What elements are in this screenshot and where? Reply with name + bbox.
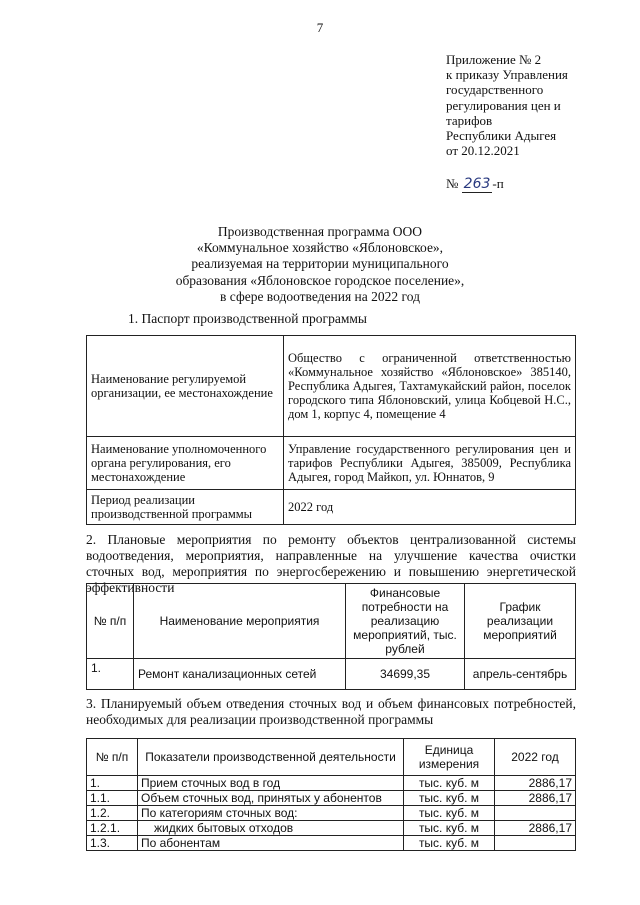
cell-cost: 34699,35 bbox=[346, 659, 465, 690]
appendix-header bbox=[446, 52, 626, 158]
cell-name: Прием сточных вод в год bbox=[138, 776, 404, 791]
cell-value: 2886,17 bbox=[495, 821, 576, 836]
title-line: Производственная программа ООО bbox=[217, 224, 423, 239]
column-header: Наименование мероприятия bbox=[134, 584, 346, 659]
cell-unit: тыс. куб. м bbox=[404, 791, 495, 806]
column-header: График реализации мероприятий bbox=[465, 584, 576, 659]
table-row bbox=[87, 821, 576, 836]
document-title bbox=[150, 224, 490, 305]
column-header: № п/п bbox=[87, 739, 138, 776]
volume-table bbox=[86, 738, 576, 851]
section3-heading: 3. Планируемый объем отведения сточных вод и объем финансовых потребностей, необходимых для реализации производственной программы bbox=[86, 696, 576, 727]
cell-unit: тыс. куб. м bbox=[404, 806, 495, 821]
cell-name: жидких бытовых отходов bbox=[138, 821, 404, 836]
table-row bbox=[87, 490, 576, 525]
appendix-line: Приложение № 2 bbox=[446, 52, 542, 67]
cell-unit: тыс. куб. м bbox=[404, 776, 495, 791]
section1-heading: 1. Паспорт производственной программы bbox=[128, 311, 367, 326]
appendix-line: тарифов bbox=[446, 112, 493, 128]
table-row bbox=[87, 336, 576, 437]
cell-value: 2886,17 bbox=[495, 791, 576, 806]
cell-unit: тыс. куб. м bbox=[404, 836, 495, 851]
passport-value: Управление государственного регулирования цен и тарифов Республики Адыгея, 385009, Республика Адыгея, город Майкоп, ул. Юннатов, 9 bbox=[284, 437, 576, 490]
title-line: в сфере водоотведения на 2022 год bbox=[220, 288, 420, 304]
order-prefix: № bbox=[446, 176, 459, 191]
table-row bbox=[87, 437, 576, 490]
title-line: «Коммунальное хозяйство «Яблоновское», bbox=[196, 240, 444, 256]
cell-num: 1.1. bbox=[87, 791, 138, 806]
table-row bbox=[87, 659, 576, 690]
page-number: 7 bbox=[316, 20, 324, 35]
column-header: Показатели производственной деятельности bbox=[138, 739, 404, 776]
order-number bbox=[446, 176, 504, 192]
cell-num: 1. bbox=[87, 776, 138, 791]
appendix-line: государственного bbox=[446, 82, 544, 98]
table-row bbox=[87, 806, 576, 821]
measures-table bbox=[86, 583, 576, 690]
cell-num: 1. bbox=[87, 659, 134, 690]
appendix-line: от 20.12.2021 bbox=[446, 143, 520, 159]
order-suffix: -п bbox=[492, 176, 504, 191]
table-row bbox=[87, 836, 576, 851]
passport-value: Общество с ограниченной ответственностью «Коммунальное хозяйство «Яблоновское» 385140, Республика Адыгея, Тахтамукайский район, поселок городского типа Яблоновский, улица Кобцевой Н.С., дом 1, корпус 4, помещение 4 bbox=[284, 336, 576, 437]
cell-num: 1.3. bbox=[87, 836, 138, 851]
cell-name: Объем сточных вод, принятых у абонентов bbox=[138, 791, 404, 806]
table-row bbox=[87, 791, 576, 806]
appendix-line: к приказу Управления bbox=[446, 67, 568, 83]
column-header: 2022 год bbox=[495, 739, 576, 776]
cell-unit: тыс. куб. м bbox=[404, 821, 495, 836]
passport-label: Наименование регулируемой организации, ее местонахождение bbox=[87, 336, 284, 437]
title-line: реализуемая на территории муниципального bbox=[191, 256, 449, 272]
passport-table bbox=[86, 335, 576, 525]
title-line: образования «Яблоновское городское поселение», bbox=[175, 272, 465, 288]
cell-name: По категориям сточных вод: bbox=[138, 806, 404, 821]
appendix-line: Республики Адыгея bbox=[446, 128, 557, 144]
cell-num: 1.2. bbox=[87, 806, 138, 821]
table-row bbox=[87, 776, 576, 791]
column-header: Единица измерения bbox=[404, 739, 495, 776]
passport-value: 2022 год bbox=[284, 490, 576, 525]
cell-value bbox=[495, 806, 576, 821]
table-header-row bbox=[87, 739, 576, 776]
passport-label: Наименование уполномоченного органа регулирования, его местонахождение bbox=[87, 437, 284, 490]
cell-schedule: апрель-сентябрь bbox=[465, 659, 576, 690]
section2-heading: 2. Плановые мероприятия по ремонту объектов централизованной системы водоотведения, мероприятия, направленные на улучшение качества очистки сточных вод, мероприятия по энергосбережению и повышению энергетической эффективности bbox=[86, 532, 576, 595]
cell-name: Ремонт канализационных сетей bbox=[134, 659, 346, 690]
cell-value bbox=[495, 836, 576, 851]
cell-name: По абонентам bbox=[138, 836, 404, 851]
column-header: № п/п bbox=[87, 584, 134, 659]
cell-value: 2886,17 bbox=[495, 776, 576, 791]
cell-num: 1.2.1. bbox=[87, 821, 138, 836]
passport-label: Период реализации производственной программы bbox=[87, 490, 284, 525]
table-header-row bbox=[87, 584, 576, 659]
appendix-line: регулирования цен и bbox=[446, 97, 561, 113]
column-header: Финансовые потребности на реализацию мероприятий, тыс. рублей bbox=[346, 584, 465, 659]
order-number-handwritten: 263 bbox=[463, 176, 491, 192]
